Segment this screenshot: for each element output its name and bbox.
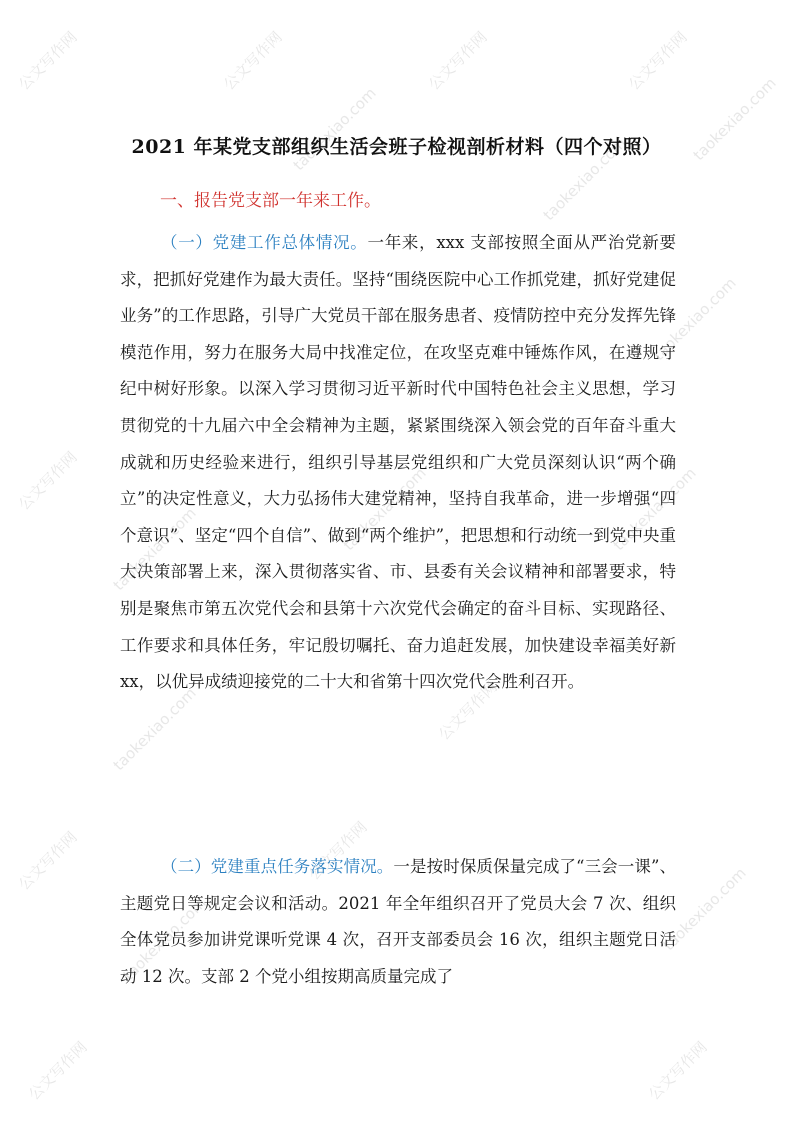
- paragraph-overall-text: 一年来，xxx 支部按照全面从严治党新要求，把抓好党建作为最大责任。坚持“围绕医院中心工作抓党建，抓好党建促业务”的工作思路，引导广大党员干部在服务患者、疫情防控中充分发挥先锋模范作用，努力在服务大局中找准定位，在攻坚克难中锤炼作风，在遵规守纪中树好形象。以深入学习贯彻习近平新时代中国特色社会主义思想，学习贯彻党的十九届六中全会精神为主题，紧紧围绕深入领会党的百年奋斗重大成就和历史经验来进行，组织引导基层党组织和广大党员深刻认识“两个确立”的决定性意义，大力弘扬伟大建党精神，坚持自我革命，进一步增强“四个意识”、坚定“四个自信”、做到“两个维护”，把思想和行动统一到党中央重大决策部署上来，深入贯彻落实省、市、县委有关会议精神和部署要求，特别是聚焦市第五次党代会和县第十六次党代会确定的奋斗目标、实现路径、工作要求和具体任务，牢记殷切嘱托、奋力追赶发展，加快建设幸福美好新 xx，以优异成绩迎接党的二十大和省第十四次党代会胜利召开。: [120, 233, 676, 692]
- watermark: 公文写作网: [219, 27, 286, 94]
- watermark: taokexiao.com: [289, 83, 380, 175]
- watermark: 公文写作网: [424, 27, 491, 94]
- watermark: taokexiao.com: [649, 273, 740, 365]
- paragraph-key-tasks: [120, 849, 676, 995]
- watermark: taokexiao.com: [109, 683, 200, 775]
- watermark: taokexiao.com: [339, 463, 430, 555]
- watermark: 公文写作网: [14, 827, 81, 894]
- watermark: taokexiao.com: [609, 463, 700, 555]
- paragraph-key-tasks-text: 一是按时保质保量完成了“三会一课”、主题党日等规定会议和活动。2021 年全年组织召开了党员大会 7 次、组织全体党员参加讲党课听党课 4 次，召开支部委员会 16 次，组织主题党日活动 12 次。支部 2 个党小组按期高质量完成了: [120, 857, 677, 986]
- watermark: 公文写作网: [644, 1037, 711, 1104]
- watermark: 公文写作网: [24, 1037, 91, 1104]
- watermark: taokexiao.com: [689, 73, 780, 165]
- watermark: taokexiao.com: [659, 863, 750, 955]
- watermark: taokexiao.com: [109, 503, 200, 595]
- watermark: taokexiao.com: [119, 893, 210, 985]
- paragraph-overall: [120, 225, 676, 701]
- subheading-overall: （一）党建工作总体情况。: [161, 233, 368, 252]
- watermark: 公文写作网: [304, 817, 371, 884]
- watermark: 公文写作网: [14, 447, 81, 514]
- document-title: 2021 年某党支部组织生活会班子检视剖析材料（四个对照）: [131, 136, 662, 158]
- subheading-key-tasks: （二）党建重点任务落实情况。: [161, 857, 394, 876]
- watermark: 公文写作网: [14, 27, 81, 94]
- watermark: 公文写作网: [624, 27, 691, 94]
- watermark: 公文写作网: [434, 677, 501, 744]
- section-heading: 一、报告党支部一年来工作。: [160, 191, 381, 211]
- watermark: taokexiao.com: [539, 133, 630, 225]
